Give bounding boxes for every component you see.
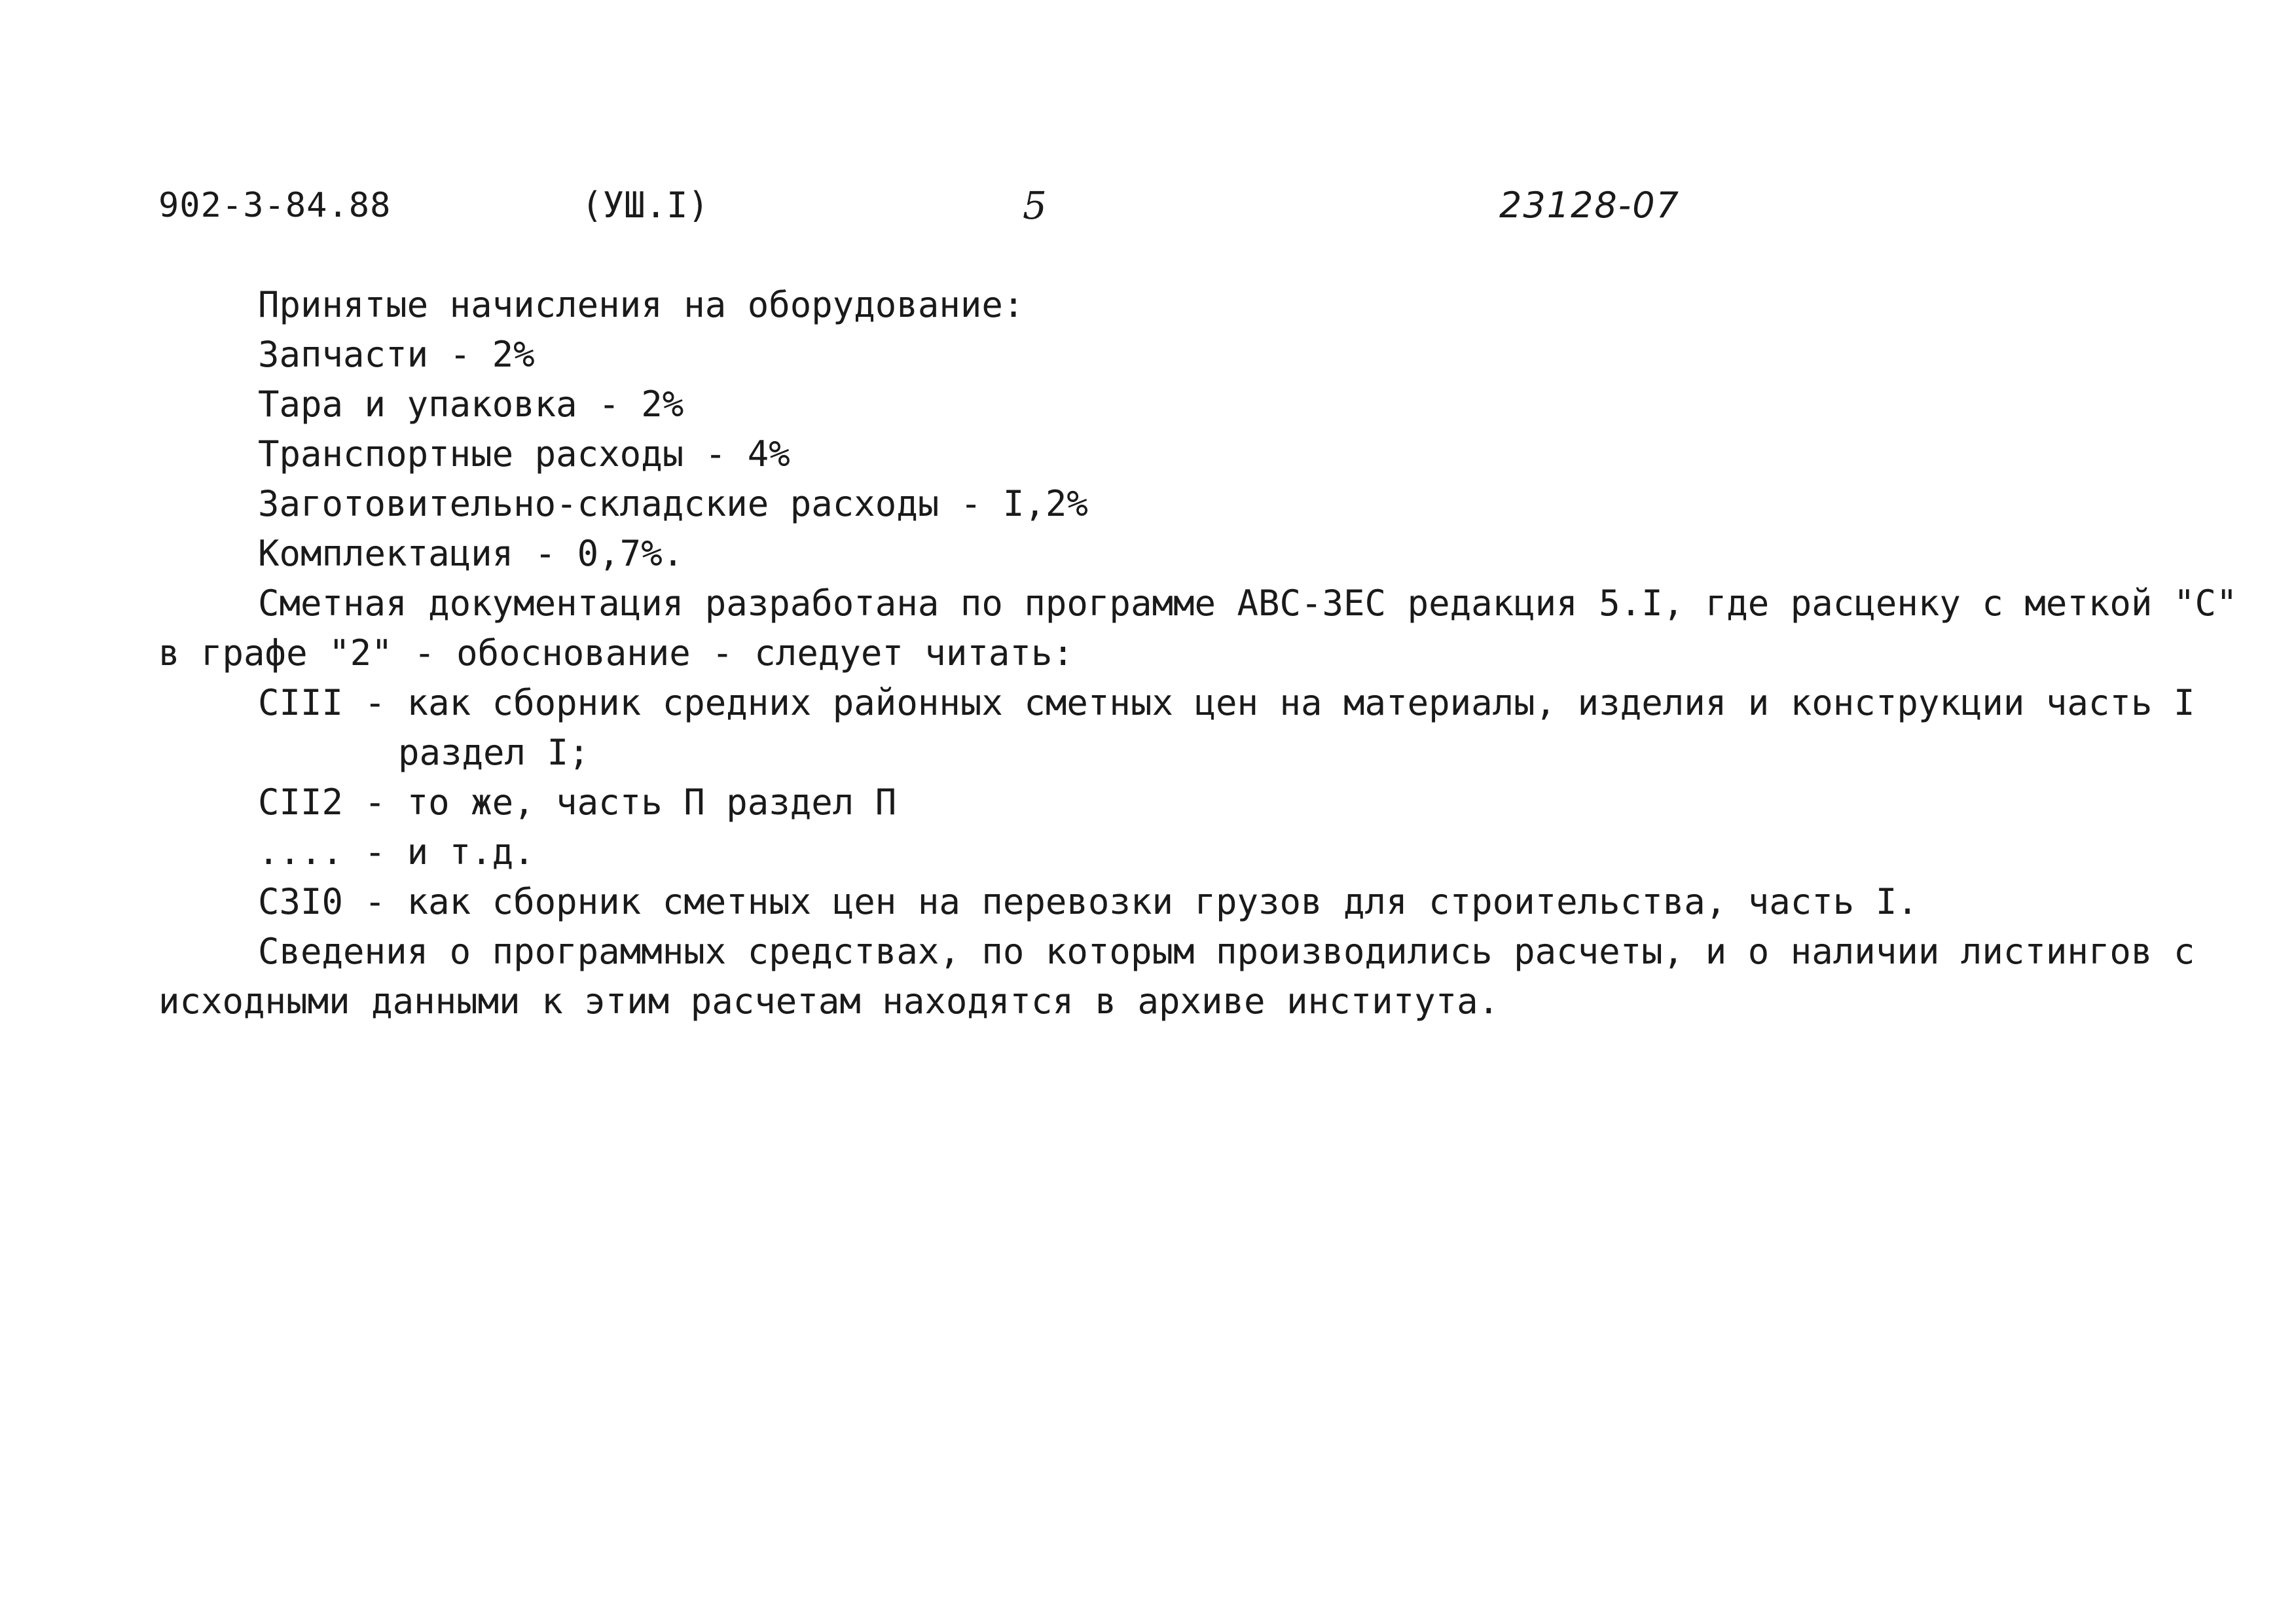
charge-completion: Комплектация - 0,7%. [258,533,684,574]
code-etc: .... - и т.д. [258,831,535,873]
charge-spare-parts: Запчасти - 2% [258,334,535,375]
document-body [158,280,2238,1026]
charge-packaging: Тара и упаковка - 2% [258,384,684,425]
paragraph-archive-line-1: Сведения о программных средствах, по которым производились расчеты, и о наличии листингов с [258,931,2195,972]
code-c112: СII2 - то же, часть П раздел П [258,782,897,823]
paragraph-archive-line-2: исходными данными к этим расчетам находятся в архиве института. [158,981,1500,1022]
page-number: 5 [1023,183,1047,228]
section-reference: (УШ.I) [581,185,710,226]
charge-transport: Транспортные расходы - 4% [258,433,790,475]
paragraph-software-line-2: в графе "2" - обоснование - следует читать: [158,632,1074,674]
code-c310: С3I0 - как сборник сметных цен на перевозки грузов для строительства, часть I. [258,881,1918,922]
paragraph-software-line-1: Сметная документация разработана по программе АВС-ЗЕС редакция 5.I, где расценку с меткой "С" [258,583,2238,624]
document-code: 902-3-84.88 [158,186,392,225]
code-c111-line-2: раздел I; [398,732,590,773]
code-c111-line-1: СIII - как сборник средних районных сметных цен на материалы, изделия и конструкции часть I [258,682,2195,723]
charge-procurement: Заготовительно-складские расходы - I,2% [258,483,1088,524]
inventory-number: 23128-07 [1499,185,1680,226]
charges-title: Принятые начисления на оборудование: [258,284,1025,325]
